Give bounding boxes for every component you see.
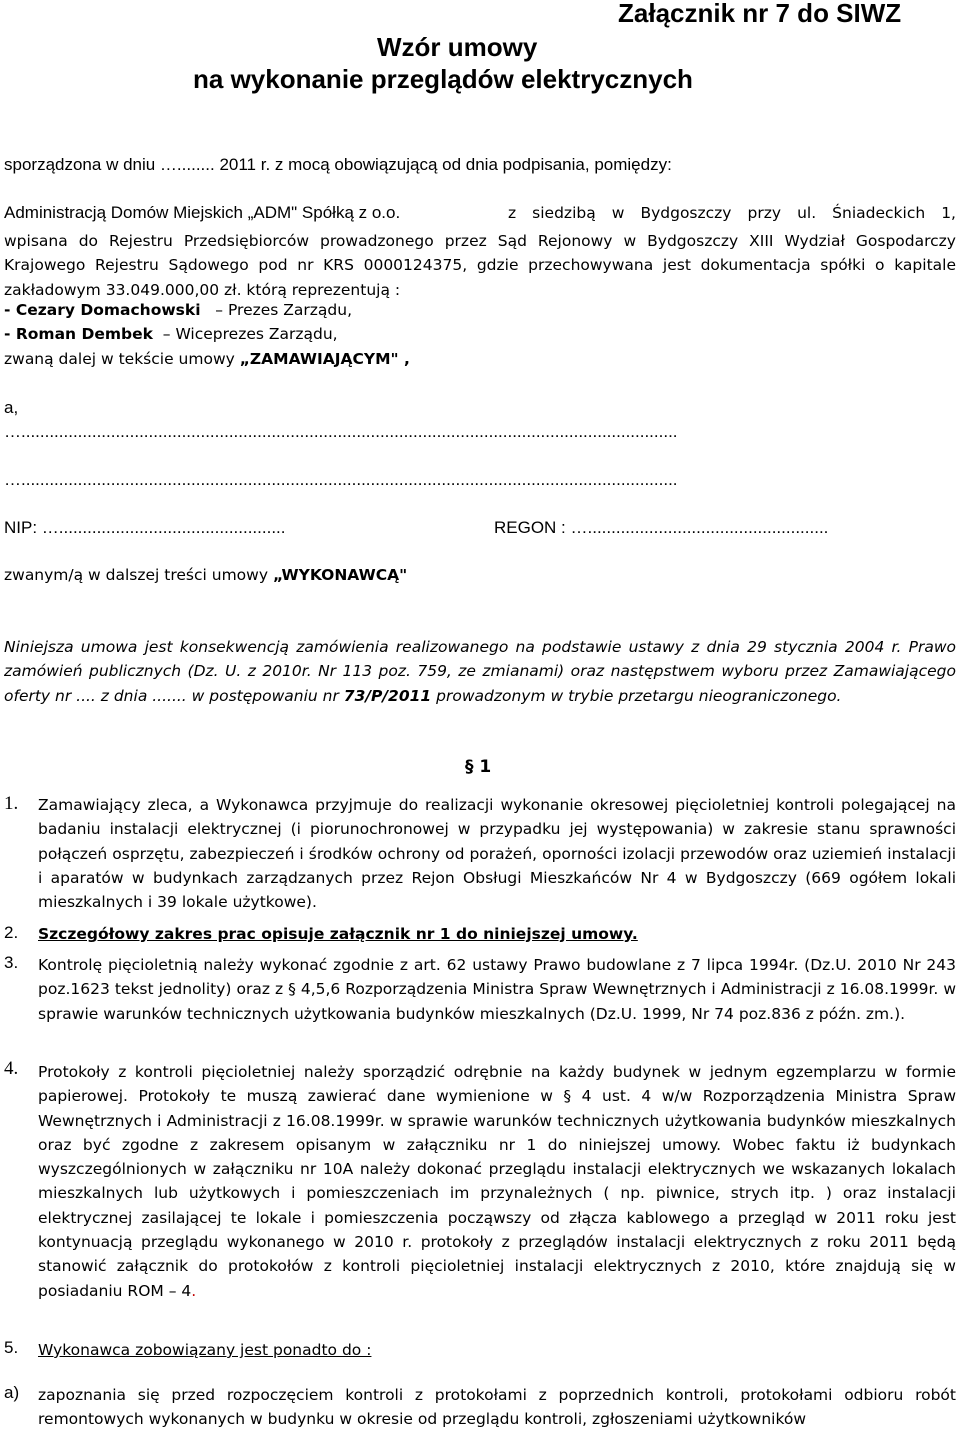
client-name: Administracją Domów Miejskich „ADM" Spółką z o.o. [4,203,401,222]
contractor-designation-name: „WYKONAWCĄ" [272,566,408,584]
preamble-paragraph [4,635,956,708]
document-subtitle: na wykonanie przeglądów elektrycznych [193,64,693,94]
item-3-number: 3. [4,953,19,972]
procedure-number: 73/P/2011 [343,686,432,705]
client-registration: wpisana do Rejestru Przedsiębiorców prowadzonego przez Sąd Rejonowy w Bydgoszczy XIII Wydział Gospodarczy Krajowego Rejestru Sądowego pod nr KRS 0000124375, gdzie przechowywana jest dokumentacja spółki o kapitale zakładowym 33.049.000,00 zł. którą reprezentują : [4,232,956,299]
item-3-text: Kontrolę pięcioletnią należy wykonać zgodnie z art. 62 ustawy Prawo budowlane z 7 lipca 1994r. (Dz.U. 2010 Nr 243 poz.1623 tekst jednolity) oraz z § 4,5,6 Rozporządzenia Ministra Spraw Wewnętrznych i Administracji z 16.08.1999r. w sprawie warunków technicznych użytkowania budynków mieszkalnych (Dz.U. 1999, Nr 74 poz.836 z późn. zm.). [38,956,956,1023]
nip-field: NIP: …................................................ [4,518,286,537]
item-4-text: Protokoły z kontroli pięcioletniej należy sporządzić odrębnie na każdy budynek w jednym egzemplarzu w formie papierowej. Protokoły te muszą zawierać dane wymienione w § 4 ust. 4 w/w Rozporządzenia Ministra Spraw Wewnętrznych i Administracji z 16.08.1999r. w sprawie warunków technicznych użytkowania budynków mieszkalnych oraz być zgodne z zakresem opisanym w załączniku nr 1 do niniejszej umowy. Wobec faktu iż budynkach wyszczególnionych w załączniku nr 10A należy dokonać przeglądu instalacji elektrycznych we wskazanych lokalach mieszkalnych lub użytkowych i pomieszczeniach im przynależnych ( np. piwnice, strych itp. ) oraz instalacji elektrycznej zasilającej te lokale i pomieszczenia począwszy od złącza kablowego a przegląd w 2011 roku jest kontynuacją przeglądu wykonanego w 2010 r. protokoły z przeglądów instalacji elektrycznych z roku 2011 będą stanowić załącznik do protokołów z kontroli pięcioletniej instalacji elektrycznych z 2010, które znajdują się w posiadaniu ROM – 4 [38,1063,956,1300]
item-5-text: Wykonawca zobowiązany jest ponadto do : [38,1341,372,1359]
preamble-text-end: prowadzonym w trybie przetargu nieograniczonego. [436,686,842,705]
item-4-number: 4. [4,1058,19,1079]
regon-field: REGON : …................................................... [494,518,829,537]
client-designation [4,350,410,368]
item-1-number: 1. [4,793,19,814]
intro-line: sporządzona w dniu …........ 2011 r. z mocą obowiązującą od dnia podpisania, pomiędzy: [4,155,672,174]
representative-1-name: - Cezary Domachowski [4,301,201,319]
and-conjunction: a, [4,398,19,417]
sub-item-a-label: a) [4,1383,20,1402]
representative-1-role: – Prezes Zarządu, [215,301,353,319]
representative-1 [4,301,352,319]
item-4-end-mark: . [191,1281,197,1300]
item-5-number: 5. [4,1338,19,1357]
item-2-text: Szczegółowy zakres prac opisuje załącznik nr 1 do niniejszej umowy. [38,925,638,943]
attachment-label: Załącznik nr 7 do SIWZ [618,0,902,28]
item-1-text: Zamawiający zleca, a Wykonawca przyjmuje do realizacji wykonanie okresowej pięcioletniej kontroli polegającej na badaniu instalacji elektrycznej (i piorunochronowej w przypadku jej występowania) w zakresie stanu sprawności połączeń osprzętu, zabezpieczeń i środków ochrony od porażeń, oporności izolacji przewodów oraz uziemień instalacji i aparatów w budynkach zarządzanych przez Rejon Obsługi Mieszkańców Nr 4 w Bydgoszczy (669 ogółem lokali mieszkalnych i 39 lokale użytkowe). [38,796,956,912]
document-title: Wzór umowy [377,32,538,62]
client-designation-prefix: zwaną dalej w tekście umowy [4,350,235,368]
client-designation-name: „ZAMAWIAJĄCYM" , [239,350,410,368]
contractor-designation-prefix: zwanym/ą w dalszej treści umowy [4,566,269,584]
preamble-text: Niniejsza umowa jest konsekwencją zamówienia realizowanego na podstawie ustawy z dnia 29 stycznia 2004 r. Prawo zamówień publicznych (Dz. U. z 2010r. Nr 113 poz. 759, ze zmianami) oraz następstwem wyboru przez Zamawiającego oferty nr .... z dnia ....... w postępowaniu nr [4,638,956,705]
item-2-number: 2. [4,923,19,942]
representative-2-role: – Wiceprezes Zarządu, [162,325,338,343]
client-address: z siedzibą w Bydgoszczy przy ul. Śniadeckich 1, [508,204,956,222]
contractor-blank-line-1: …........................................................................................................................................... [4,422,678,441]
sub-item-a-text: zapoznania się przed rozpoczęciem kontroli z protokołami z poprzednich kontroli, protokołami odbioru robót remontowych wykonanych w budynku w okresie od przeglądu kontroli, zgłoszeniami użytkowników [38,1386,956,1429]
contractor-designation [4,566,407,584]
representative-2-name: - Roman Dembek [4,325,153,343]
section-heading: § 1 [465,757,492,777]
contractor-blank-line-2: …........................................................................................................................................... [4,470,678,489]
item-4-body [38,1060,956,1303]
representative-2 [4,325,338,343]
